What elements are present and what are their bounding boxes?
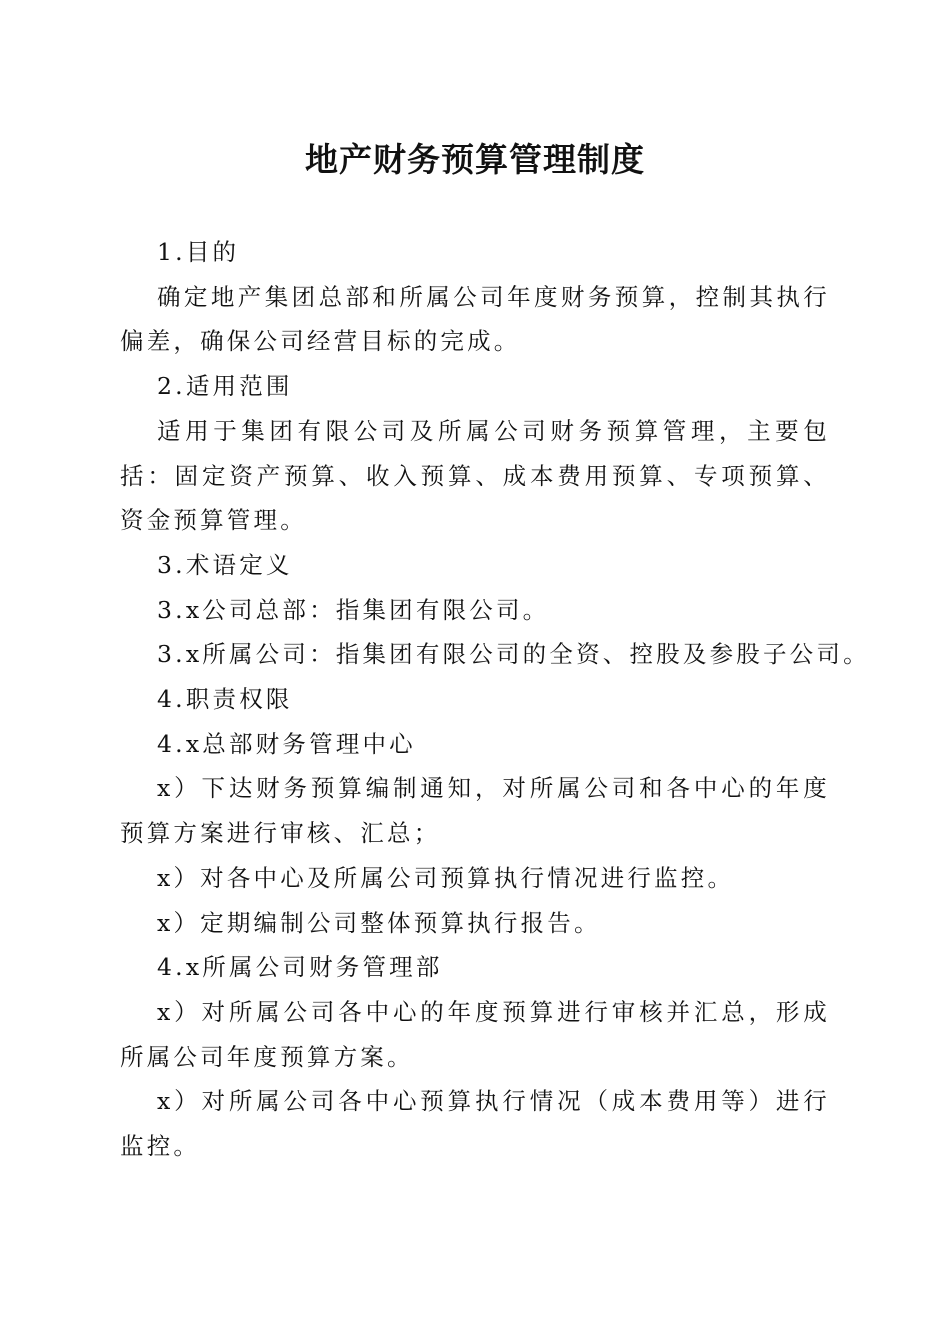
heading-definitions: 3.术语定义: [157, 550, 293, 579]
heading-scope: 2.适用范围: [157, 372, 293, 401]
subheading-subsidiary-finance-dept: 4.x所属公司财务管理部: [157, 953, 443, 982]
definition-subsidiaries: 3.x所属公司：指集团有限公司的全资、控股及参股子公司。: [157, 640, 870, 669]
document-title: 地产财务预算管理制度: [305, 140, 645, 179]
list-item: x）对所属公司各中心预算执行情况（成本费用等）进行监控。: [120, 1087, 830, 1161]
document-body: [120, 230, 870, 1169]
heading-purpose: 1.目的: [157, 238, 240, 266]
paragraph-scope: 适用于集团有限公司及所属公司财务预算管理，主要包括：固定资产预算、收入预算、成本费用预算、专项预算、资金预算管理。: [120, 416, 830, 535]
list-item: x）对各中心及所属公司预算执行情况进行监控。: [157, 863, 735, 892]
heading-responsibilities: 4.职责权限: [157, 685, 293, 714]
list-item: x）对所属公司各中心的年度预算进行审核并汇总，形成所属公司年度预算方案。: [120, 997, 830, 1071]
list-item: x）定期编制公司整体预算执行报告。: [157, 908, 601, 937]
definition-headquarters: 3.x公司总部：指集团有限公司。: [157, 595, 550, 624]
list-item: x）下达财务预算编制通知，对所属公司和各中心的年度预算方案进行审核、汇总；: [120, 774, 830, 848]
subheading-hq-finance-center: 4.x总部财务管理中心: [157, 729, 416, 758]
paragraph-purpose: 确定地产集团总部和所属公司年度财务预算，控制其执行偏差，确保公司经营目标的完成。: [120, 282, 830, 356]
